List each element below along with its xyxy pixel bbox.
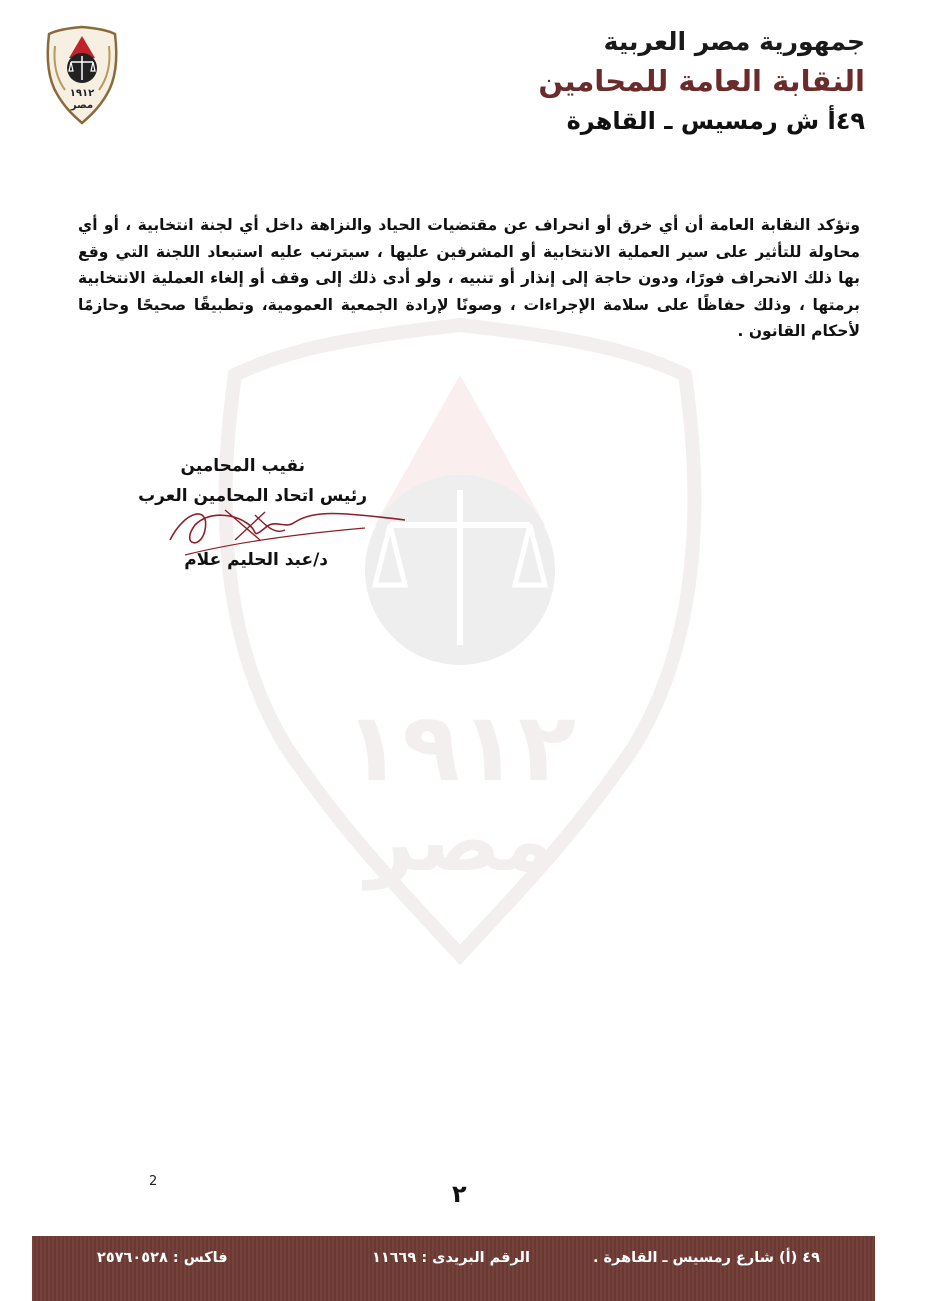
- header-organization: النقابة العامة للمحامين: [538, 64, 865, 98]
- header-country: جمهورية مصر العربية: [603, 27, 865, 56]
- page-number-big: ٢: [452, 1180, 467, 1208]
- logo-country: مصر: [70, 100, 94, 111]
- footer-address: ٤٩ (أ) شارع رمسيس ـ القاهرة .: [592, 1250, 820, 1266]
- footer-postal-code: الرقم البريدى : ١١٦٦٩: [372, 1250, 530, 1266]
- logo-year: ١٩١٢: [69, 88, 95, 99]
- footer-bar: [32, 1236, 875, 1301]
- signatory-name: د/عبد الحليم علام: [184, 550, 328, 570]
- page-number-small: 2: [149, 1174, 158, 1189]
- watermark-year: ١٩١٢: [344, 693, 576, 803]
- footer-fax: فاكس : ٢٥٧٦٠٥٢٨: [97, 1250, 228, 1266]
- header-address: ٤٩أ ش رمسيس ـ القاهرة: [566, 107, 865, 135]
- bar-association-logo: [43, 24, 121, 126]
- body-paragraph: وتؤكد النقابة العامة أن أي خرق أو انحراف عن مقتضيات الحياد والنزاهة داخل أي لجنة انتخابية ، أو أي محاولة للتأثير على سير العملية الانتخابية أو المشرفين عليها ، سيترتب عليه استبعاد اللجنة التي وقع بها ذلك الانحراف فورًا، ودون حاجة إلى إنذار أو تنبيه ، ولو أدى ذلك إلى وقف أو إلغاء العملية الانتخابية برمتها ، وذلك حفاظًا على سلامة الإجراءات ، وصونًا لإرادة الجمعية العمومية، وتطبيقًا صحيحًا وحازمًا لأحكام القانون .: [78, 216, 860, 340]
- signatory-title-1: نقيب المحامين: [180, 456, 305, 476]
- watermark-country: مصر: [365, 792, 555, 891]
- watermark-emblem: [175, 315, 745, 965]
- signatory-title-2: رئيس اتحاد المحامين العرب: [138, 486, 367, 506]
